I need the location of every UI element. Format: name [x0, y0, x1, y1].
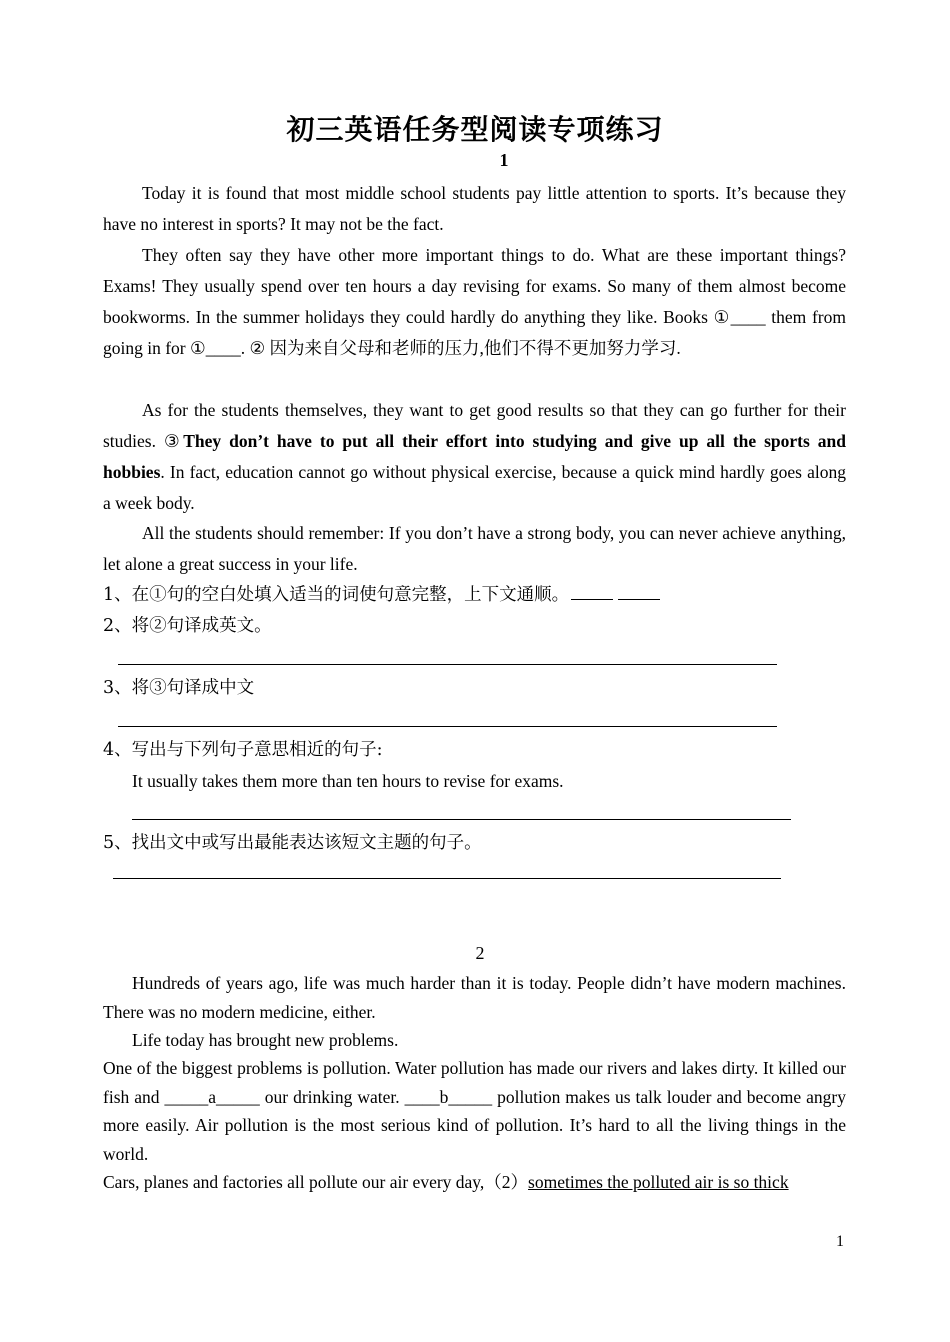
question-2: 2、将②句译成英文。 — [103, 616, 272, 636]
question-1 — [103, 580, 660, 611]
question-5: 5、找出文中或写出最能表达该短文主题的句子。 — [103, 833, 482, 853]
page-title: 初三英语任务型阅读专项练习 — [286, 113, 664, 146]
answer-line-5[interactable] — [113, 878, 781, 879]
question-4-sentence: It usually takes them more than ten hours to revise for exams. — [132, 771, 564, 791]
section-2-paragraph-2: Life today has brought new problems. — [132, 1030, 399, 1050]
section-1-paragraph-1: Today it is found that most middle school students pay little attention to sports. It’s because they have no interest in sports? It may not be the fact. — [103, 183, 846, 234]
answer-blank-1a[interactable] — [571, 583, 613, 600]
section-2-paragraph-3: One of the biggest problems is pollution. Water pollution has made our rivers and lakes dirty. It killed our fish and _____a_____ our drinking water. ____b_____ pollution makes us talk louder and become angry more easily. Air pollution is the most serious kind of pollution. It’s hard to all the living things in the world. — [103, 1058, 846, 1164]
section-1-paragraph-2 — [103, 240, 846, 364]
section-2-paragraph-4-text: Cars, planes and factories all pollute our air every day,（2） — [103, 1172, 529, 1192]
section-1-paragraph-2-text: They often say they have other more important things to do. What are these important things? Exams! They usually spend over ten hours a day revising for exams. So many of them almost become bookworms. In the summer holidays they could hardly do anything they like. Books ①____ them from going in for ①____. — [103, 245, 846, 358]
answer-line-2[interactable] — [118, 664, 777, 665]
section-1-paragraph-3-bold: They don’t have to put all their effort into studying and give up all the sports and hobbies — [103, 431, 846, 482]
answer-line-3[interactable] — [118, 726, 777, 727]
question-3: 3、将③句译成中文 — [103, 678, 255, 698]
section-1-paragraph-3-end: . In fact, education cannot go without physical exercise, because a quick mind hardly goes along a week body. — [103, 462, 846, 513]
section-1-number: 1 — [499, 150, 509, 170]
section-1-paragraph-4: All the students should remember: If you don’t have a strong body, you can never achieve anything, let alone a great success in your life. — [103, 523, 846, 574]
answer-line-4[interactable] — [132, 819, 791, 820]
section-2-paragraph-4-underlined: sometimes the polluted air is so thick — [528, 1172, 789, 1192]
section-1-paragraph-3 — [103, 395, 846, 519]
question-1-text: 1、在①句的空白处填入适当的词使句意完整，上下文通顺。 — [103, 585, 570, 605]
section-2-paragraph-1: Hundreds of years ago, life was much harder than it is today. People didn’t have modern machines. There was no modern medicine, either. — [103, 973, 846, 1022]
section-2-number: 2 — [475, 943, 485, 963]
section-2-paragraph-4 — [103, 1168, 846, 1197]
answer-blank-1b[interactable] — [618, 583, 660, 600]
page-number: 1 — [836, 1233, 844, 1250]
section-1-paragraph-2-chinese: ② 因为来自父母和老师的压力,他们不得不更加努力学习. — [249, 338, 681, 358]
question-4: 4、写出与下列句子意思相近的句子: — [103, 740, 383, 760]
section-1-paragraph-3-start: As for the students themselves, they want to get good results so that they can go further for their studies. ③ — [103, 400, 846, 451]
